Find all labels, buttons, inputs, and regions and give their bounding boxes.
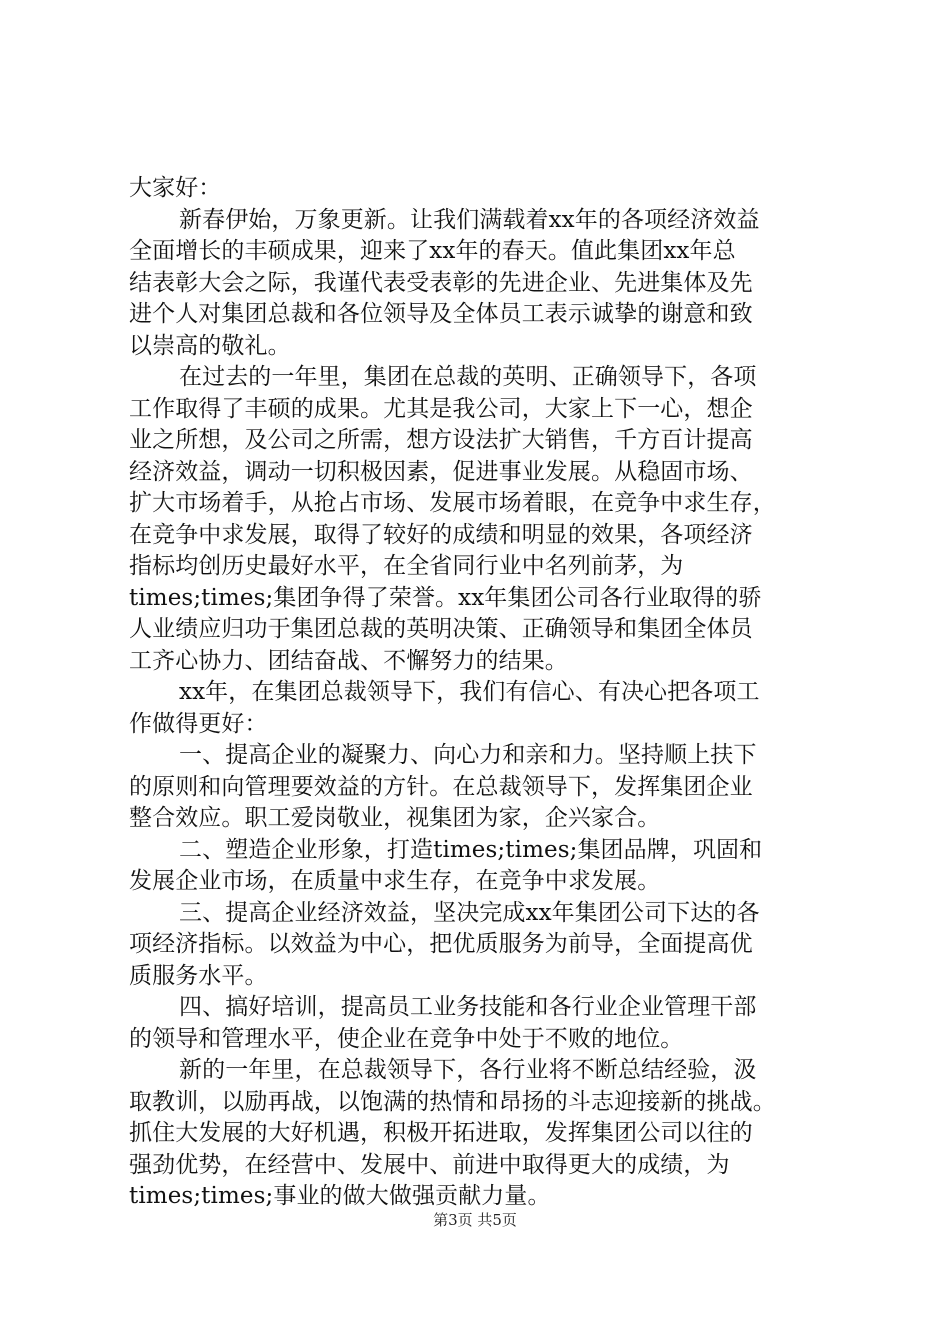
item-2-line-2: 发展企业市场，在质量中求生存，在竞争中求发展。 [129, 868, 661, 894]
paragraph-1-line-5: 以崇高的敬礼。 [129, 332, 291, 359]
paragraph-1-line-2: 全面增长的丰硕成果，迎来了xx年的春天。值此集团xx年总 [129, 238, 736, 264]
paragraph-2-line-7: 指标均创历史最好水平，在全省同行业中名列前茅，为 [129, 553, 684, 579]
paragraph-2-line-1: 在过去的一年里，集团在总裁的英明、正确领导下，各项 [179, 364, 757, 390]
salutation-line: 大家好： [129, 175, 222, 201]
closing-line-5: times;times;事业的做大做强贡献力量。 [129, 1183, 551, 1209]
item-2-line-1: 二、塑造企业形象，打造times;times;集团品牌，巩固和 [179, 836, 763, 863]
item-4-line-2: 的领导和管理水平，使企业在竞争中处于不败的地位。 [129, 1025, 684, 1052]
closing-line-1: 新的一年里，在总裁领导下，各行业将不断总结经验，汲 [179, 1057, 757, 1083]
closing-line-3: 抓住大发展的大好机遇，积极开拓进取，发挥集团公司以往的 [129, 1120, 753, 1146]
item-3-line-3: 质服务水平。 [129, 962, 268, 989]
paragraph-2-line-6: 在竞争中求发展，取得了较好的成绩和明显的效果，各项经济 [129, 521, 753, 548]
paragraph-2-line-3: 业之所想，及公司之所需，想方设法扩大销售，千方百计提高 [129, 427, 753, 453]
paragraph-2-line-8: times;times;集团争得了荣誉。xx年集团公司各行业取得的骄 [129, 584, 762, 611]
item-1-line-3: 整合效应。职工爱岗敬业，视集团为家，企兴家合。 [129, 805, 661, 831]
page-number-footer: 第3页 共5页 [433, 1211, 517, 1229]
item-3-line-2: 项经济指标。以效益为中心，把优质服务为前导，全面提高优 [129, 931, 753, 957]
paragraph-2-line-9: 人业绩应归功于集团总裁的英明决策、正确领导和集团全体员 [129, 616, 753, 642]
item-1-line-1: 一、提高企业的凝聚力、向心力和亲和力。坚持顺上扶下 [179, 742, 757, 768]
paragraph-2-line-5: 扩大市场着手，从抢占市场、发展市场着眼，在竞争中求生存， [129, 490, 776, 516]
closing-line-2: 取教训，以励再战，以饱满的热情和昂扬的斗志迎接新的挑战。 [129, 1088, 776, 1115]
paragraph-1-line-3: 结表彰大会之际，我谨代表受表彰的先进企业、先进集体及先 [129, 269, 753, 296]
paragraph-1-line-4: 进个人对集团总裁和各位领导及全体员工表示诚挚的谢意和致 [129, 301, 753, 327]
paragraph-3-line-1: xx年，在集团总裁领导下，我们有信心、有决心把各项工 [179, 679, 760, 705]
paragraph-2-line-4: 经济效益，调动一切积极因素，促进事业发展。从稳固市场、 [129, 458, 753, 485]
paragraph-1-line-1: 新春伊始，万象更新。让我们满载着xx年的各项经济效益 [179, 206, 760, 233]
paragraph-3-line-2: 作做得更好： [129, 710, 268, 737]
closing-line-4: 强劲优势，在经营中、发展中、前进中取得更大的成绩，为 [129, 1151, 730, 1178]
item-1-line-2: 的原则和向管理要效益的方针。在总裁领导下，发挥集团企业 [129, 773, 753, 800]
paragraph-2-line-10: 工齐心协力、团结奋战、不懈努力的结果。 [129, 647, 568, 674]
document-body [129, 173, 844, 1213]
item-3-line-1: 三、提高企业经济效益，坚决完成xx年集团公司下达的各 [179, 899, 760, 926]
paragraph-2-line-2: 工作取得了丰硕的成果。尤其是我公司，大家上下一心，想企 [129, 395, 753, 422]
item-4-line-1: 四、搞好培训，提高员工业务技能和各行业企业管理干部 [179, 994, 757, 1020]
